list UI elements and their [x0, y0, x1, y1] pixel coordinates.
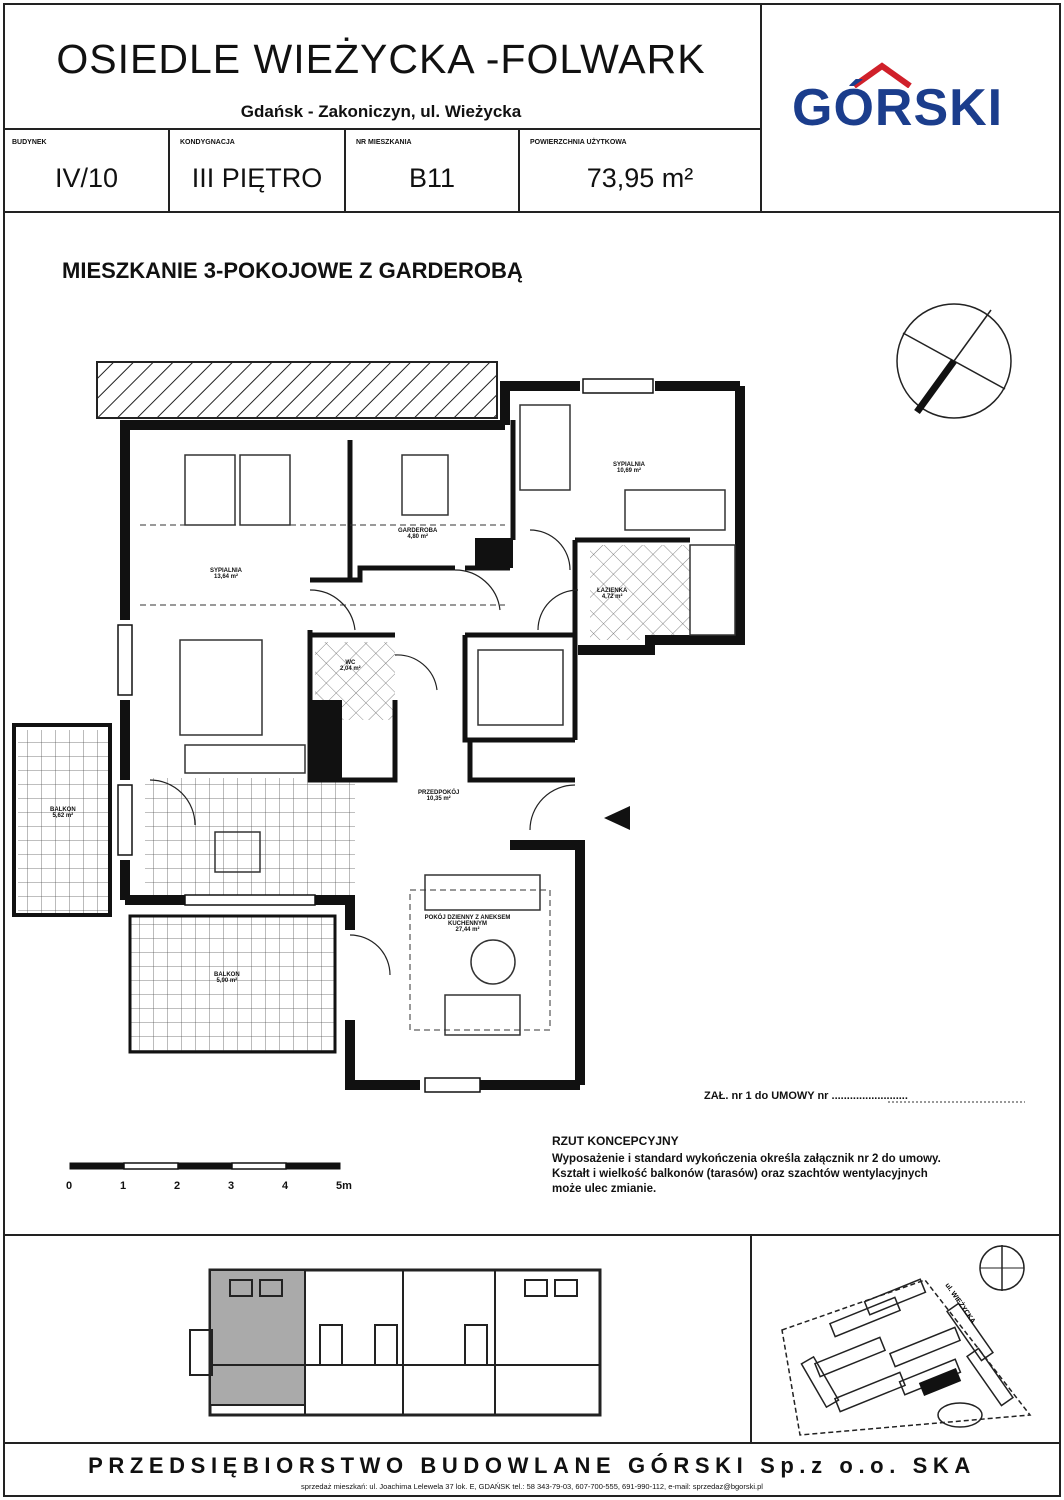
scale-label-4: 4: [282, 1180, 289, 1192]
company-logo: GÓRSKI: [792, 79, 1004, 137]
scale-label-3: 3: [228, 1180, 235, 1192]
notes-text: [552, 1152, 1042, 1197]
building-value: IV/10: [54, 163, 119, 193]
room-label-bathroom: ŁAZIENKA 4,72 m²: [597, 588, 628, 600]
footer-top-line: [3, 1442, 1061, 1444]
room-label-balcony-2: BALKON 5,90 m²: [214, 972, 240, 984]
notes-line-3: może ulec zmianie.: [552, 1183, 657, 1195]
notes-line-1: Wyposażenie i standard wykończenia określa załącznik nr 2 do umowy.: [552, 1153, 941, 1165]
apartment-number-label: NR MIESZKANIA: [356, 139, 412, 146]
apartment-type-heading: MIESZKANIE 3-POKOJOWE Z GARDEROBĄ: [62, 258, 523, 283]
context-divider: [750, 1234, 752, 1444]
company-contact: sprzedaż mieszkań: ul. Joachima Lelewela 37 lok. E, GDAŃSK tel.: 58 343-79-03, 607-700-555, 691-990-112, e-mail: sprzedaz@bgorski.pl: [301, 1482, 763, 1491]
scale-label-2: 2: [174, 1180, 181, 1192]
room-label-living-room: POKÓJ DZIENNY Z ANEKSEM KUCHENNYM 27,44 m²: [424, 915, 511, 933]
floor-label: KONDYGNACJA: [180, 139, 235, 146]
room-label-bedroom-1: SYPIALNIA 13,64 m²: [210, 568, 243, 580]
company-name: PRZEDSIĘBIORSTWO BUDOWLANE GÓRSKI Sp.z o.o. SKA: [88, 1453, 976, 1478]
room-label-wc: WC 2,04 m²: [340, 660, 361, 672]
notes-line-2: Kształt i wielkość balkonów (tarasów) oraz szachtów wentylacyjnych: [552, 1168, 928, 1180]
room-label-wardrobe: GARDEROBA 4,80 m²: [398, 528, 438, 540]
development-title: OSIEDLE WIEŻYCKA -FOLWARK: [56, 36, 706, 82]
floor-value: III PIĘTRO: [191, 163, 323, 193]
room-label-hallway: PRZEDPOKÓJ 10,35 m²: [418, 790, 460, 802]
usable-area-label: POWIERZCHNIA UŻYTKOWA: [530, 139, 627, 146]
location-subtitle: Gdańsk - Zakoniczyn, ul. Wieżycka: [240, 102, 522, 121]
room-label-bedroom-2: SYPIALNIA 10,69 m²: [613, 462, 646, 474]
scale-label-1: 1: [120, 1180, 127, 1192]
contract-attachment-note: ZAŁ. nr 1 do UMOWY nr .........................: [704, 1090, 908, 1102]
site-context-map: [760, 1245, 1055, 1440]
plan-bottom-line: [3, 1234, 1061, 1236]
street-label: ul. WIEŻYCKA: [943, 1282, 977, 1326]
building-key-plan: [185, 1255, 615, 1425]
apartment-number-value: B11: [408, 163, 456, 193]
scale-label-5: 5m: [336, 1180, 352, 1192]
room-label-balcony-1: BALKON 5,62 m²: [50, 807, 76, 819]
usable-area-value: 73,95 m²: [586, 163, 694, 193]
notes-heading: RZUT KONCEPCYJNY: [552, 1134, 679, 1148]
scale-label-0: 0: [66, 1180, 73, 1192]
building-label: BUDYNEK: [12, 139, 47, 146]
